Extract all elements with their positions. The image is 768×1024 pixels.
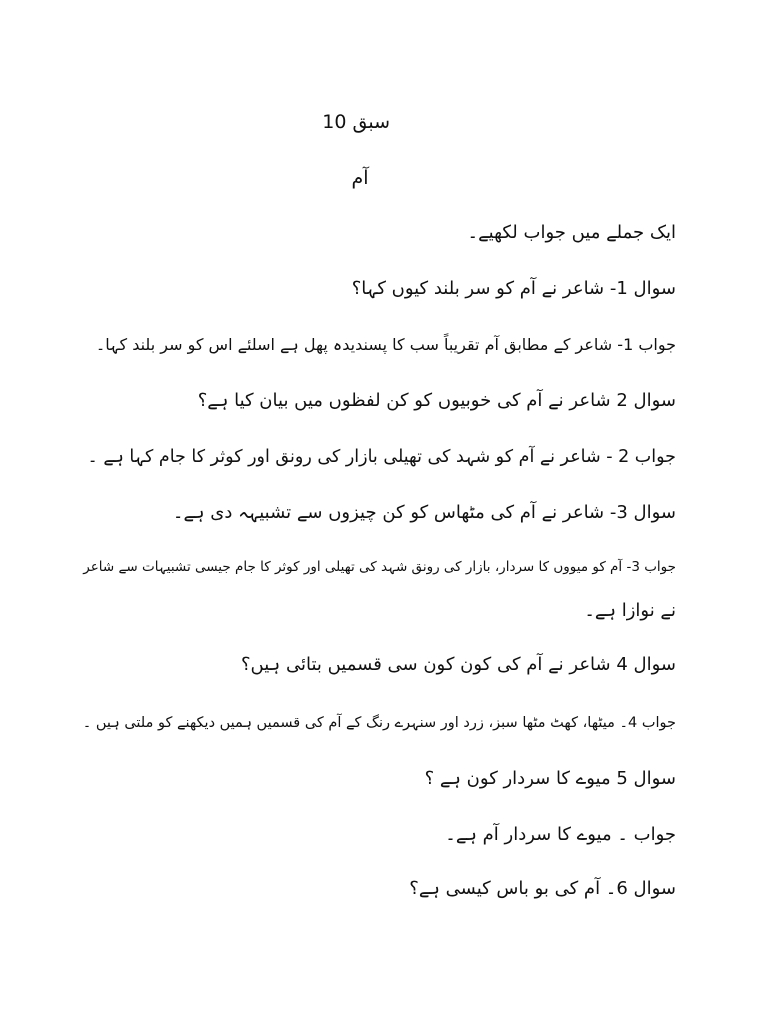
lesson-subject: آم — [351, 167, 369, 189]
instruction-line: ایک جملے میں جواب لکھیے۔ — [467, 222, 676, 243]
lesson-heading: سبق 10 — [322, 111, 390, 133]
question-6: سوال 6۔ آم کی بو باس کیسی ہے؟ — [409, 878, 676, 899]
question-5: سوال 5 میوے کا سردار کون ہے ؟ — [424, 768, 676, 789]
answer-3: جواب 3- آم کو میووں کا سردار، بازار کی رونق شہد کی تھیلی اور کوثر کا جام جیسی تشبیہات سے شاعر — [83, 559, 676, 575]
answer-4: جواب 4۔ میٹھا، کھٹ مٹھا سبز، زرد اور سنہرے رنگ کے آم کی قسمیں ہمیں دیکھنے کو ملتی ہیں ۔ — [82, 715, 676, 731]
question-3: سوال 3- شاعر نے آم کی مٹھاس کو کن چیزوں سے تشبیہہ دی ہے۔ — [172, 502, 676, 523]
question-1: سوال 1- شاعر نے آم کو سر بلند کیوں کہا؟ — [351, 278, 676, 299]
question-2: سوال 2 شاعر نے آم کی خوبیوں کو کن لفظوں میں بیان کیا ہے؟ — [197, 390, 676, 411]
question-4: سوال 4 شاعر نے آم کی کون کون سی قسمیں بتائی ہیں؟ — [240, 654, 676, 675]
answer-3-continued: نے نوازا ہے۔ — [584, 600, 676, 621]
answer-1: جواب 1- شاعر کے مطابق آم تقریباً سب کا پسندیدہ پھل ہے اسلئے اس کو سر بلند کہا۔ — [95, 335, 676, 354]
answer-2: جواب 2 - شاعر نے آم کو شہد کی تھیلی بازار کی رونق اور کوثر کا جام کہا ہے ۔ — [87, 447, 676, 467]
answer-5: جواب ۔ میوے کا سردار آم ہے۔ — [445, 824, 676, 845]
